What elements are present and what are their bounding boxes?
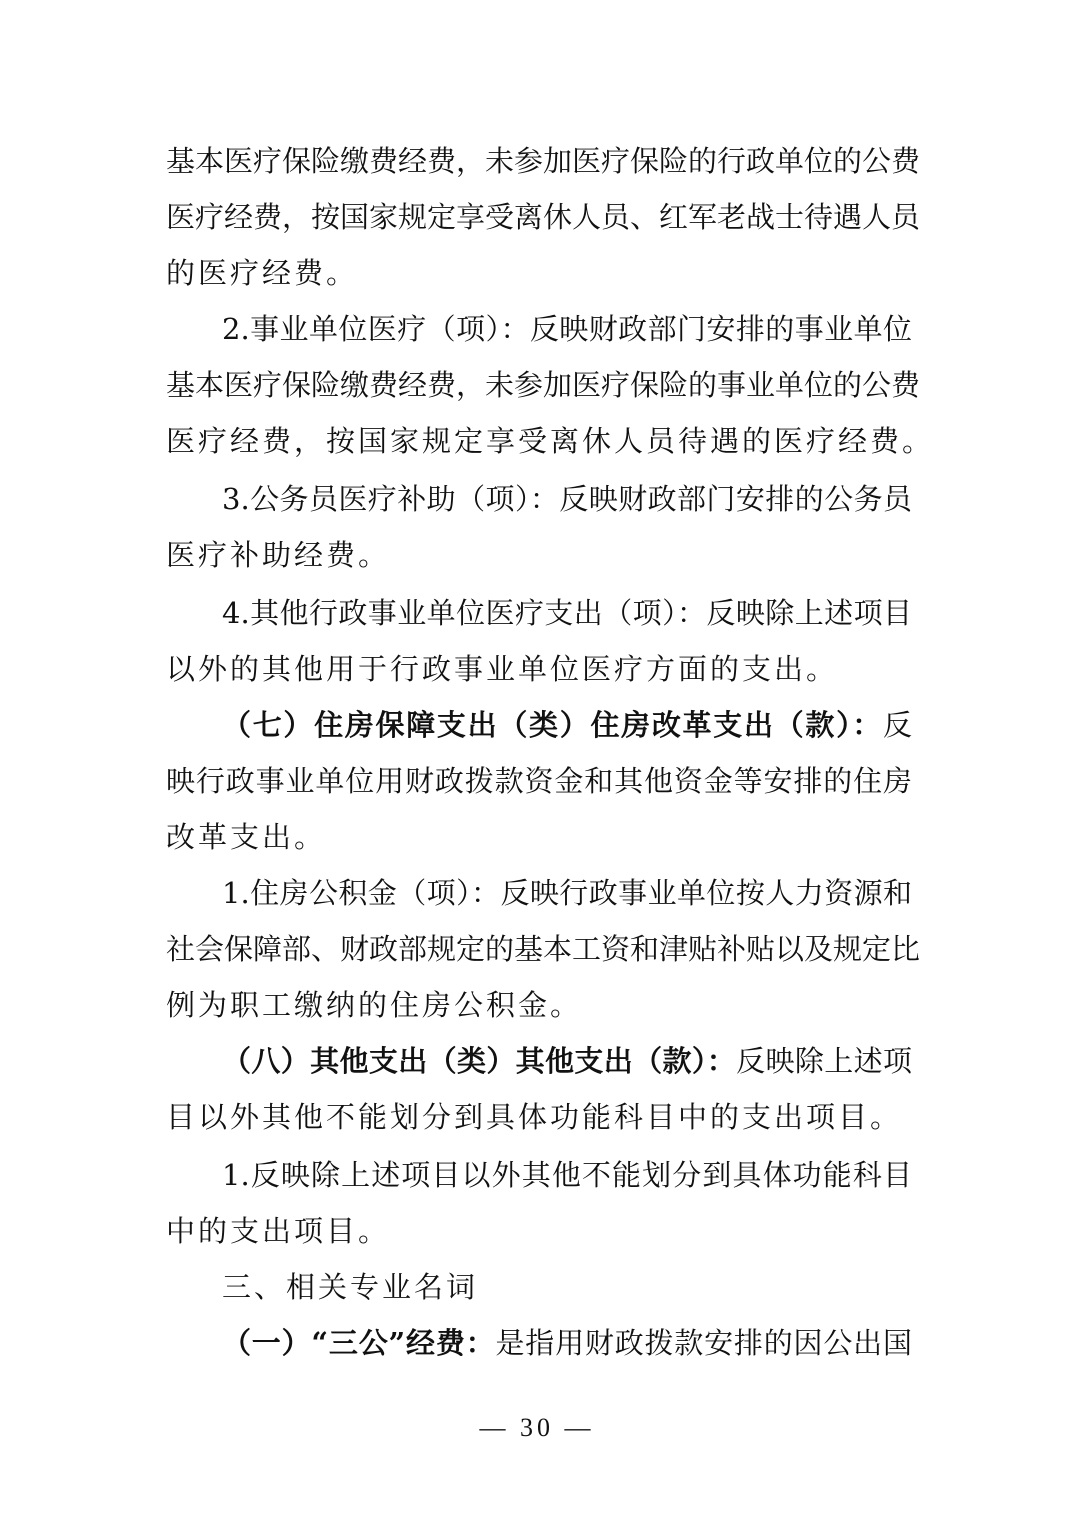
section-heading: （八）其他支出（类）其他支出（款）： — [222, 1044, 737, 1078]
page-number: — 30 — — [479, 1413, 595, 1442]
paragraph-line: 基本医疗保险缴费经费，未参加医疗保险的行政单位的公费 — [166, 144, 921, 178]
term-title: （一）“三公”经费： — [222, 1326, 496, 1360]
paragraph-line: 的医疗经费。 — [166, 256, 359, 290]
term-text: 是指用财政拨款安排的因公出国 — [495, 1326, 912, 1360]
part-heading: 三、相关专业名词 — [222, 1270, 479, 1304]
paragraph-line: 改革支出。 — [166, 820, 327, 854]
paragraph-line: 医疗经费，按国家规定享受离休人员待遇的医疗经费。 — [166, 424, 935, 458]
paragraph-line: 例为职工缴纳的住房公积金。 — [166, 988, 583, 1022]
paragraph-line: 医疗经费，按国家规定享受离休人员、红军老战士待遇人员 — [166, 200, 921, 234]
section-heading-line — [222, 1032, 912, 1090]
paragraph-line: 1.住房公积金（项）：反映行政事业单位按人力资源和 — [222, 876, 912, 910]
paragraph-line: 以外的其他用于行政事业单位医疗方面的支出。 — [166, 652, 839, 686]
term-line — [222, 1314, 912, 1372]
paragraph-line: 3.公务员医疗补助（项）：反映财政部门安排的公务员 — [222, 482, 912, 516]
paragraph-line: 目以外其他不能划分到具体功能科目中的支出项目。 — [166, 1100, 903, 1134]
paragraph-line: 医疗补助经费。 — [166, 538, 391, 572]
paragraph-line: 中的支出项目。 — [166, 1214, 391, 1248]
paragraph-line: 1.反映除上述项目以外其他不能划分到具体功能科目 — [222, 1158, 912, 1192]
paragraph-line: 映行政事业单位用财政拨款资金和其他资金等安排的住房 — [166, 764, 912, 798]
section-heading-text: 反 — [882, 708, 912, 742]
section-heading-line — [222, 696, 912, 754]
paragraph-line: 基本医疗保险缴费经费，未参加医疗保险的事业单位的公费 — [166, 368, 921, 402]
section-heading: （七）住房保障支出（类）住房改革支出（款）： — [222, 708, 883, 742]
section-heading-text: 反映除上述项 — [736, 1044, 912, 1078]
paragraph-line: 社会保障部、财政部规定的基本工资和津贴补贴以及规定比 — [166, 932, 921, 966]
paragraph-line: 4.其他行政事业单位医疗支出（项）：反映除上述项目 — [222, 596, 912, 630]
paragraph-line: 2.事业单位医疗（项）：反映财政部门安排的事业单位 — [222, 312, 912, 346]
